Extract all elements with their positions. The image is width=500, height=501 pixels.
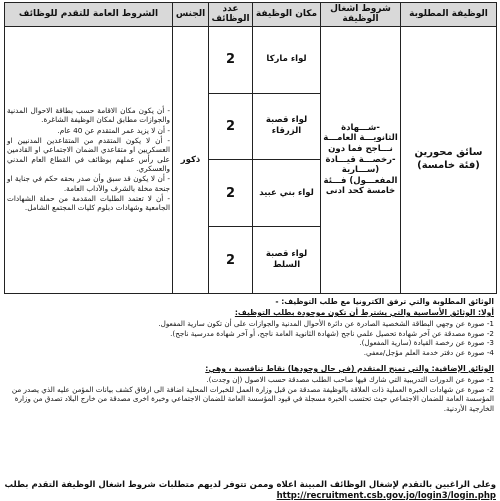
general-condition-item: - أن لا يكون المتقدم من المتقاعدين المدنيين او العسكريين او متقاعدي الضمان الاجتماعي او القادمين على رأس عملهم بوظائف في القطاع العام المدني والعسكري. (7, 136, 170, 173)
list-item: 1- صورة عن الدورات التدريبية التي شارك فيها صاحب الطلب مصدقة حسب الاصول (إن وجدت). (206, 375, 494, 385)
additional-documents-heading: الوثائق الإضافية: والتي تمنح المتقدم (في حال وجودها) نقاط تنافسية ، وهي: (205, 364, 494, 374)
list-item: 3- صورة عن رخصة القيادة (سارية المفعول). (359, 338, 494, 348)
general-condition-item: - أن يكون مكان الاقامة حسب بطاقة الاحوال المدنية والجوازات مطابق لمكان الوظيفة الشاغرة. (7, 106, 170, 125)
place-cell: لواء قصبة الزرقاء (253, 93, 321, 160)
list-item: 2- صورة عن شهادات الخبرة العملية ذات العلاقة بالوظيفة مصدقة من قبل وزارة العمل للخبرات المحلية اضافة الى ارفاق كشف بيانات المؤمن عليه الذي يصدر من المؤسسة العامة للضمان الاجتماعي حيث تحتسب الخبرة مسجلة في قيود المؤسسة العامة للضمان الاجتماعي وخبرة اخرى مصدقة من خارج البلاد تصدق من وزارة الخارجية الأردنية. (11, 384, 494, 413)
gender-cell: ذكور (173, 26, 209, 293)
footer-text: وعلى الراغبين بالتقدم لإشغال الوظائف المبينة اعلاه وممن تتوفر لديهم متطلبات شروط اشغال الوظيفة التقدم بطلب (4, 480, 496, 490)
place-cell: لواء بني عبيد (253, 160, 321, 227)
general-condition-item: - أن لا تعتمد الطلبات المقدمة من حملة الشهادات الجامعية وشهادات دبلوم كليات المجتمع الشامل. (7, 193, 170, 213)
general-conditions (5, 26, 173, 293)
jobs-table (4, 2, 497, 294)
place-cell: لواء ماركا (253, 26, 321, 93)
count-cell: 2 (209, 26, 253, 93)
header-place: مكان الوظيفة (253, 3, 321, 27)
recruitment-link[interactable]: http://recruitment.csb.gov.jo/login3/login.php (276, 490, 496, 501)
list-item: 4- صورة عن دفتر خدمة العلم مؤجل/معفي. (363, 347, 494, 357)
header-general: الشروط العامة للتقدم للوظائف (5, 3, 173, 27)
table-header-row (5, 3, 497, 27)
additional-documents-list (6, 375, 494, 413)
documents-section (6, 296, 494, 413)
job-title: سائق محورين (فئة خامسة) (401, 26, 497, 293)
count-cell: 2 (209, 93, 253, 160)
header-conditions: شروط اشغال الوظيفة (321, 3, 401, 27)
header-count: عدد الوظائف (209, 3, 253, 27)
footer-note (4, 480, 496, 501)
header-gender: الجنس (173, 3, 209, 27)
list-item: 1- صورة عن وجهي البطاقة الشخصية الصادرة عن دائرة الأحوال المدنية والجوازات على أن تكون سارية المفعول. (158, 319, 494, 329)
place-cell: لواء قصبة السلط (253, 227, 321, 294)
general-condition-item: - أن لا يكون قد سبق وأن صدر بحقه حكم في جناية او جنحة مخلة بالشرف والآداب العامة. (7, 174, 170, 193)
documents-intro: الوثائق المطلوبة والتي ترفق الكترونيا مع طلب التوظيف: - (275, 297, 494, 306)
header-job: الوظيفة المطلوبة (401, 3, 497, 27)
count-cell: 2 (209, 160, 253, 227)
table-row (5, 26, 497, 93)
job-conditions: -شـــهادة الثانويـــة العامـــة نـــاجح فما دون -رخصـــة قيـــادة (ســـارية المفعـــول) فـــئة خامسة كحد ادنى (321, 26, 401, 293)
list-item: 2- صورة مصدقة عن آخر شهادة تحصيل علمي ناجح (شهادة الثانوية العامة ناجح، أو آخر شهادة مدرسية ناجح). (170, 328, 494, 338)
basic-documents-heading: أولا: الوثائق الأساسية والتي يشترط أن تكون موجودة بطلب التوظيف: (234, 308, 494, 318)
basic-documents-list (6, 319, 494, 357)
count-cell: 2 (209, 227, 253, 294)
general-condition-item: - أن لا يزيد عمر المتقدم عن 40 عام. (57, 125, 170, 135)
